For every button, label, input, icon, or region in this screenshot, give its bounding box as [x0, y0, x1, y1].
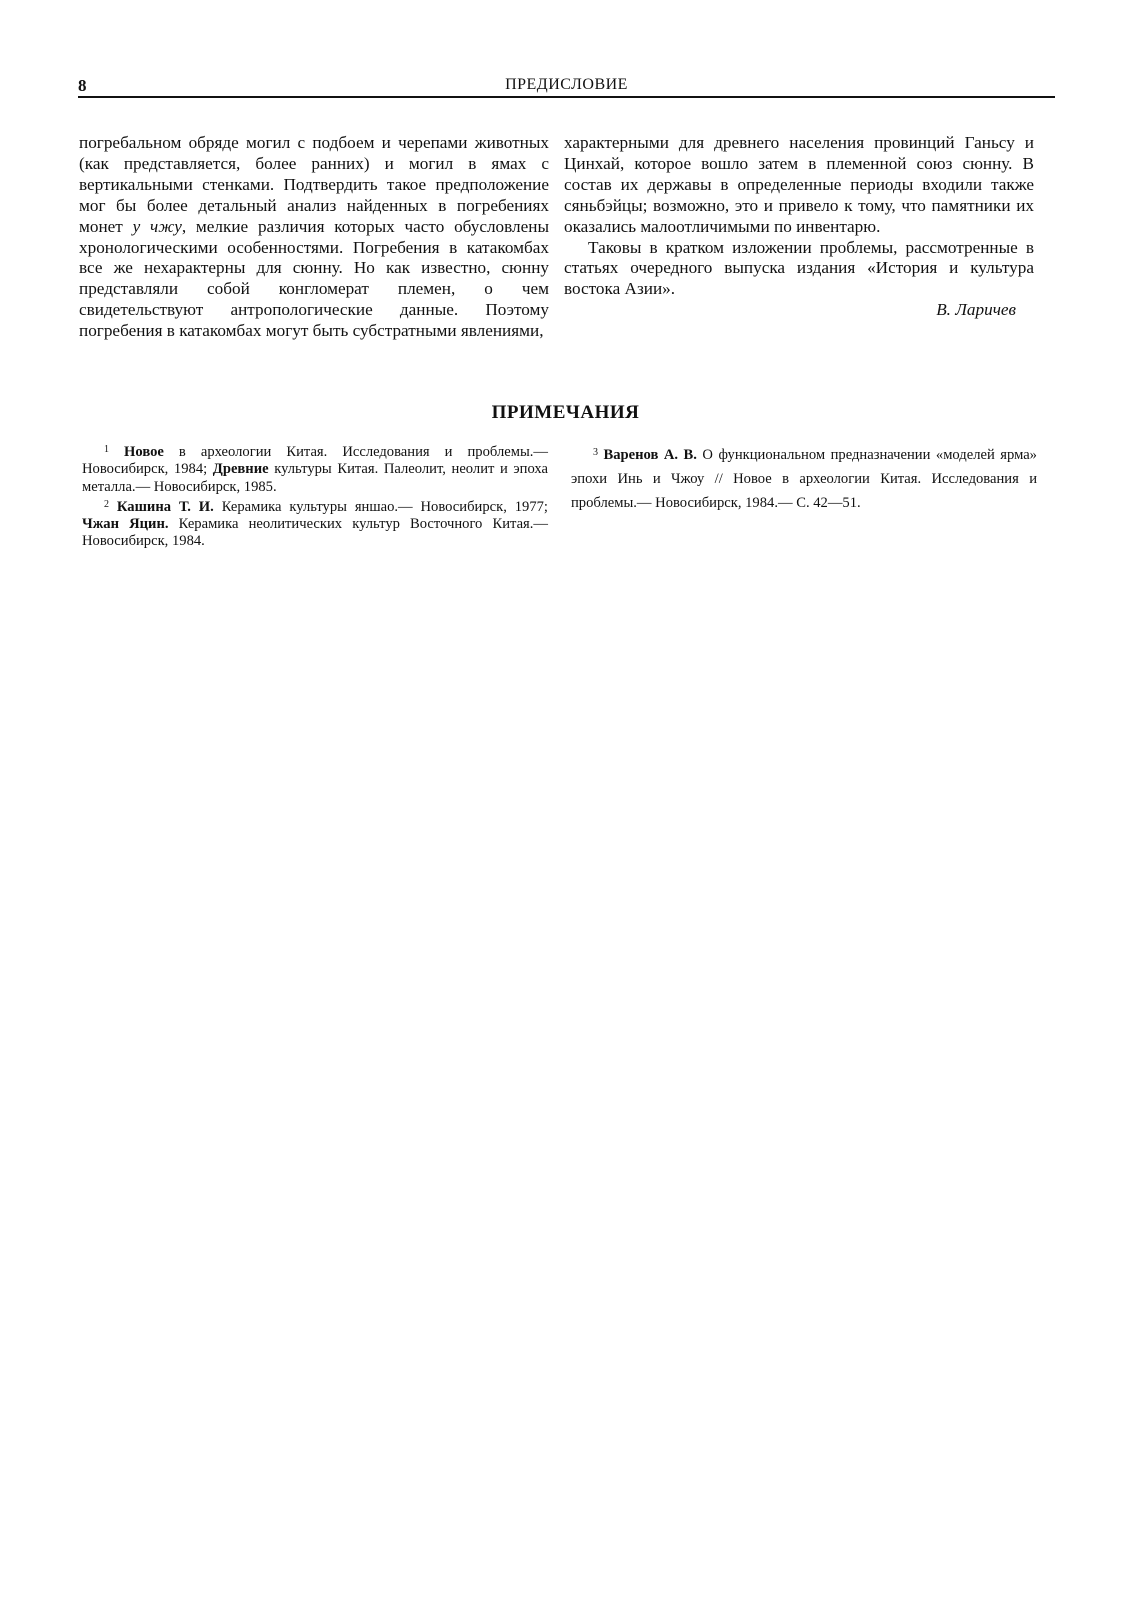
- italic-term: у чжу: [132, 216, 182, 236]
- footnote: [82, 441, 548, 496]
- body-text: погребальном обряде могил с подбоем и черепами животных (как представляется, более ранних) и могил в ямах с вертикальными стенками. Подтвердить такое предположение мог бы более детальный анализ найденных в погребениях монет: [79, 133, 549, 236]
- footnote-text: О функциональном предназначении «моделей ярма» эпохи Инь и Чжоу // Новое в археологии Китая. Исследования и проблемы.— Новосибирск, 1984.— С. 42—51.: [571, 447, 1037, 511]
- body-paragraph: характерными для древнего населения провинций Ганьсу и Цинхай, которое вошло затем в племенной союз сюнну. В состав их державы в определенные периоды входили также сяньбэйцы; возможно, это и привело к тому, что памятники их оказались малоотличимыми по инвентарю.: [564, 133, 1034, 236]
- page-number: 8: [78, 76, 87, 95]
- footnote-text: в археологии Китая. Исследования и проблемы.— Новосибирск, 1984;: [82, 444, 548, 478]
- footnote-text: Керамика неолитических культур Восточного Китая.— Новосибирск, 1984.: [82, 516, 548, 550]
- footnote-bold: Варенов А. В.: [603, 447, 697, 463]
- running-head: [78, 76, 1055, 98]
- notes-column-left: [82, 441, 548, 551]
- footnote-bold: Чжан Яцин.: [82, 516, 169, 533]
- footnote-bold: Кашина Т. И.: [116, 498, 214, 515]
- section-title: ПРЕДИСЛОВИЕ: [505, 76, 628, 93]
- body-paragraph: [79, 133, 549, 342]
- footnote-bold: Новое: [124, 444, 164, 460]
- footnote-number: 2: [104, 498, 109, 510]
- body-paragraph: Таковы в кратком изложении проблемы, рассмотренные в статьях очередного выпуска издания «История и культура востока Азии».: [564, 237, 1034, 299]
- body-column-right: [564, 133, 1034, 321]
- footnote: [571, 441, 1037, 515]
- author-signature: В. Ларичев: [936, 300, 1016, 320]
- footnote-text: культуры Китая. Палеолит, неолит и эпоха металла.— Новосибирск, 1985.: [82, 461, 548, 495]
- footnote-number: 1: [104, 444, 109, 455]
- body-text: , мелкие различия которых часто обусловлены хронологическими особенностями. Погребения в катакомбах все же нехарактерны для сюнну. Но как известно, сюнну представляли собой конгломерат племен, о чем свидетельствуют антропологические данные. Поэтому погребения в катакомбах могут быть субстратными явлениями,: [79, 216, 549, 341]
- footnote-bold: Древние: [212, 461, 269, 478]
- footnote-text: Керамика культуры яншао.— Новосибирск, 1977;: [213, 498, 548, 515]
- body-column-left: [79, 133, 549, 342]
- footnote-number: 3: [593, 447, 598, 458]
- header-rule: [78, 96, 1055, 98]
- notes-title: ПРИМЕЧАНИЯ: [491, 402, 640, 423]
- notes-column-right: [571, 441, 1037, 515]
- footnote: [82, 496, 548, 551]
